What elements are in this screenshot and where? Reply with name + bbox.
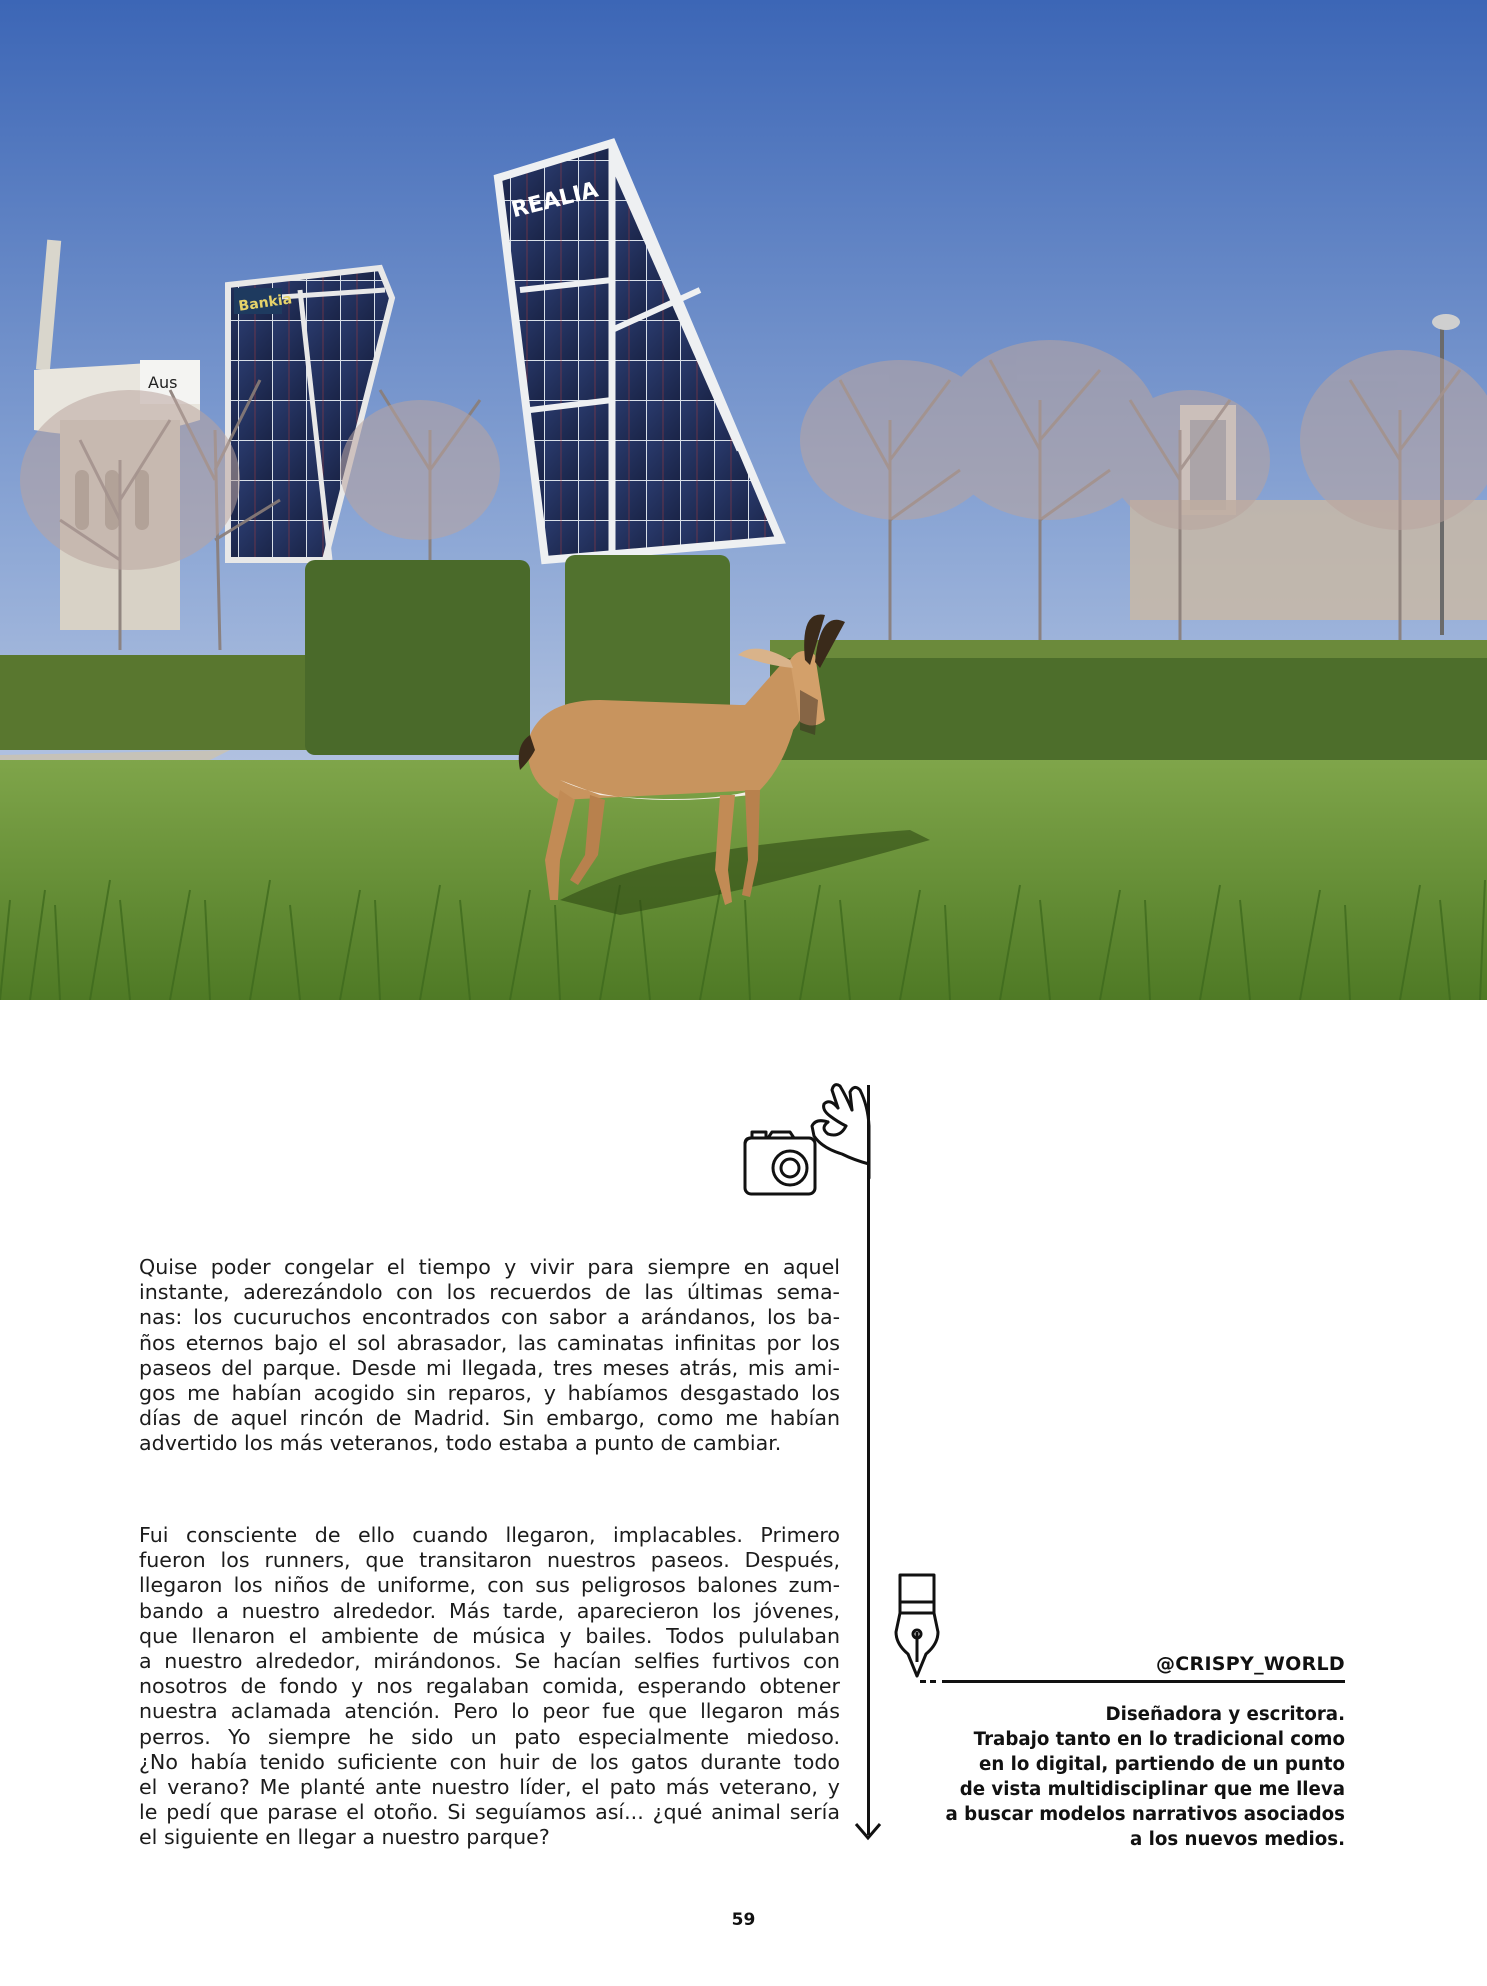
page-number: 59	[731, 1910, 756, 1930]
bio-line: Diseñadora y escritora.	[1105, 1704, 1345, 1725]
author-handle[interactable]: @CRISPY_WORLD	[1155, 1653, 1345, 1675]
text-line: nuestra aclamada atención. Pero lo peor fue que llegaron más	[139, 1699, 840, 1724]
text-line: días de aquel rincón de Madrid. Sin embargo, como me habían	[139, 1406, 840, 1431]
text-line: nas: los cucuruchos encontrados con sabor a arándanos, los ba-	[139, 1305, 840, 1330]
text-line: fueron los runners, que transitaron nuestros paseos. Después,	[139, 1548, 840, 1573]
bio-line: a los nuevos medios.	[1130, 1829, 1345, 1850]
bio-line: Trabajo tanto en lo tradicional como	[973, 1729, 1345, 1750]
text-line: advertido los más veteranos, todo estaba a punto de cambiar.	[139, 1431, 782, 1456]
fountain-pen-icon	[890, 1572, 950, 1684]
text-line: le pedí que parase el otoño. Si seguíamos así... ¿qué animal sería	[139, 1800, 840, 1825]
author-divider-dash	[920, 1680, 940, 1683]
text-line: instante, aderezándolo con los recuerdos de las últimas sema-	[139, 1280, 840, 1305]
tower-sign: Aus	[148, 373, 178, 392]
building-sign-right: REALIA	[509, 177, 601, 224]
author-bio	[925, 1702, 1345, 1852]
text-line: paseos del parque. Desde mi llegada, tres meses atrás, mis ami-	[139, 1355, 840, 1380]
building-sign-left: Bankia	[237, 291, 293, 315]
camera-icon	[742, 1082, 872, 1208]
text-line: ¿No había tenido suficiente con huir de los gatos durante todo	[139, 1749, 840, 1774]
text-line: nosotros de fondo y nos regalaban comida, esperando obtener	[139, 1674, 840, 1699]
text-line: el siguiente en llegar a nuestro parque?	[139, 1825, 550, 1850]
text-line: que llenaron el ambiente de música y bailes. Todos pululaban	[139, 1623, 840, 1648]
article-paragraph-2	[139, 1523, 840, 1851]
bio-line: a buscar modelos narrativos asociados	[945, 1804, 1345, 1825]
text-line: llegaron los niños de uniforme, con sus peligrosos balones zum-	[139, 1573, 840, 1598]
text-line: bando a nuestro alrededor. Más tarde, aparecieron los jóvenes,	[139, 1598, 840, 1623]
article-paragraph-1	[139, 1255, 840, 1457]
arrow-down-icon	[854, 1820, 882, 1842]
text-line: Fui consciente de ello cuando llegaron, implacables. Primero	[139, 1523, 840, 1547]
bio-line: de vista multidisciplinar que me lleva	[959, 1779, 1345, 1800]
hand-icon	[812, 1085, 869, 1178]
text-line: a nuestro alrededor, mirándonos. Se hacían selfies furtivos con	[139, 1649, 840, 1674]
bio-line: en lo digital, partiendo de un punto	[979, 1754, 1345, 1775]
author-divider-line	[942, 1680, 1345, 1683]
text-line: gos me habían acogido sin reparos, y habíamos desgastado los	[139, 1381, 840, 1406]
text-line: perros. Yo siempre he sido un pato especialmente miedoso.	[139, 1724, 840, 1749]
text-line: ños eternos bajo el sol abrasador, las caminatas infinitas por los	[139, 1330, 840, 1355]
text-line: el verano? Me planté ante nuestro líder, el pato más veterano, y	[139, 1775, 840, 1800]
text-line: Quise poder congelar el tiempo y vivir para siempre en aquel	[139, 1255, 840, 1279]
